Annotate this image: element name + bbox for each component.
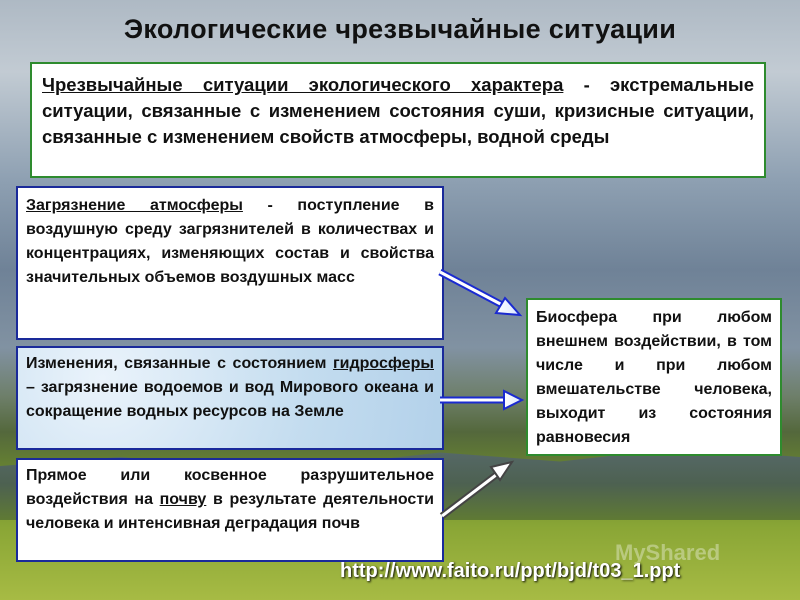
atmosphere-term: Загрязнение атмосферы: [26, 197, 243, 214]
definition-text: - экстремальные ситуации, связанные с изменением состояния суши, кризисные ситуации, связанные с изменением свойств атмосферы, водной среды: [42, 74, 755, 147]
soil-term: почву: [159, 491, 207, 508]
arrow-hydrosphere-icon: [440, 391, 522, 409]
atmosphere-text: - поступление в воздушную среду загрязнителей в количествах и концентрациях, изменяющих состав и свойства значительных объемов воздушных масс: [26, 197, 434, 286]
slide-title: Экологические чрезвычайные ситуации: [123, 14, 677, 44]
watermark: MyShared: [615, 540, 721, 565]
hydrosphere-prefix: Изменения, связанные с состоянием: [26, 355, 333, 372]
definition-term: Чрезвычайные ситуации экологического характера: [42, 74, 564, 95]
soil-text: в результате деятельности человека и интенсивная деградация почв: [26, 491, 434, 532]
source-url[interactable]: http://www.faito.ru/ppt/bjd/t03_1.ppt: [340, 560, 681, 582]
arrow-atmosphere-icon: [440, 272, 520, 315]
hydrosphere-term: гидросферы: [332, 355, 434, 372]
arrow-soil-icon: [442, 462, 512, 516]
biosphere-text: Биосфера при любом внешнем воздействии, в том числе и при любом вмешательстве человека, выходит из состояния равновесия: [536, 309, 772, 446]
soil-prefix: Прямое или косвенное разрушительное воздействия на: [26, 467, 434, 508]
hydrosphere-text: – загрязнение водоемов и вод Мирового океана и сокращение водных ресурсов на Земле: [26, 379, 434, 420]
